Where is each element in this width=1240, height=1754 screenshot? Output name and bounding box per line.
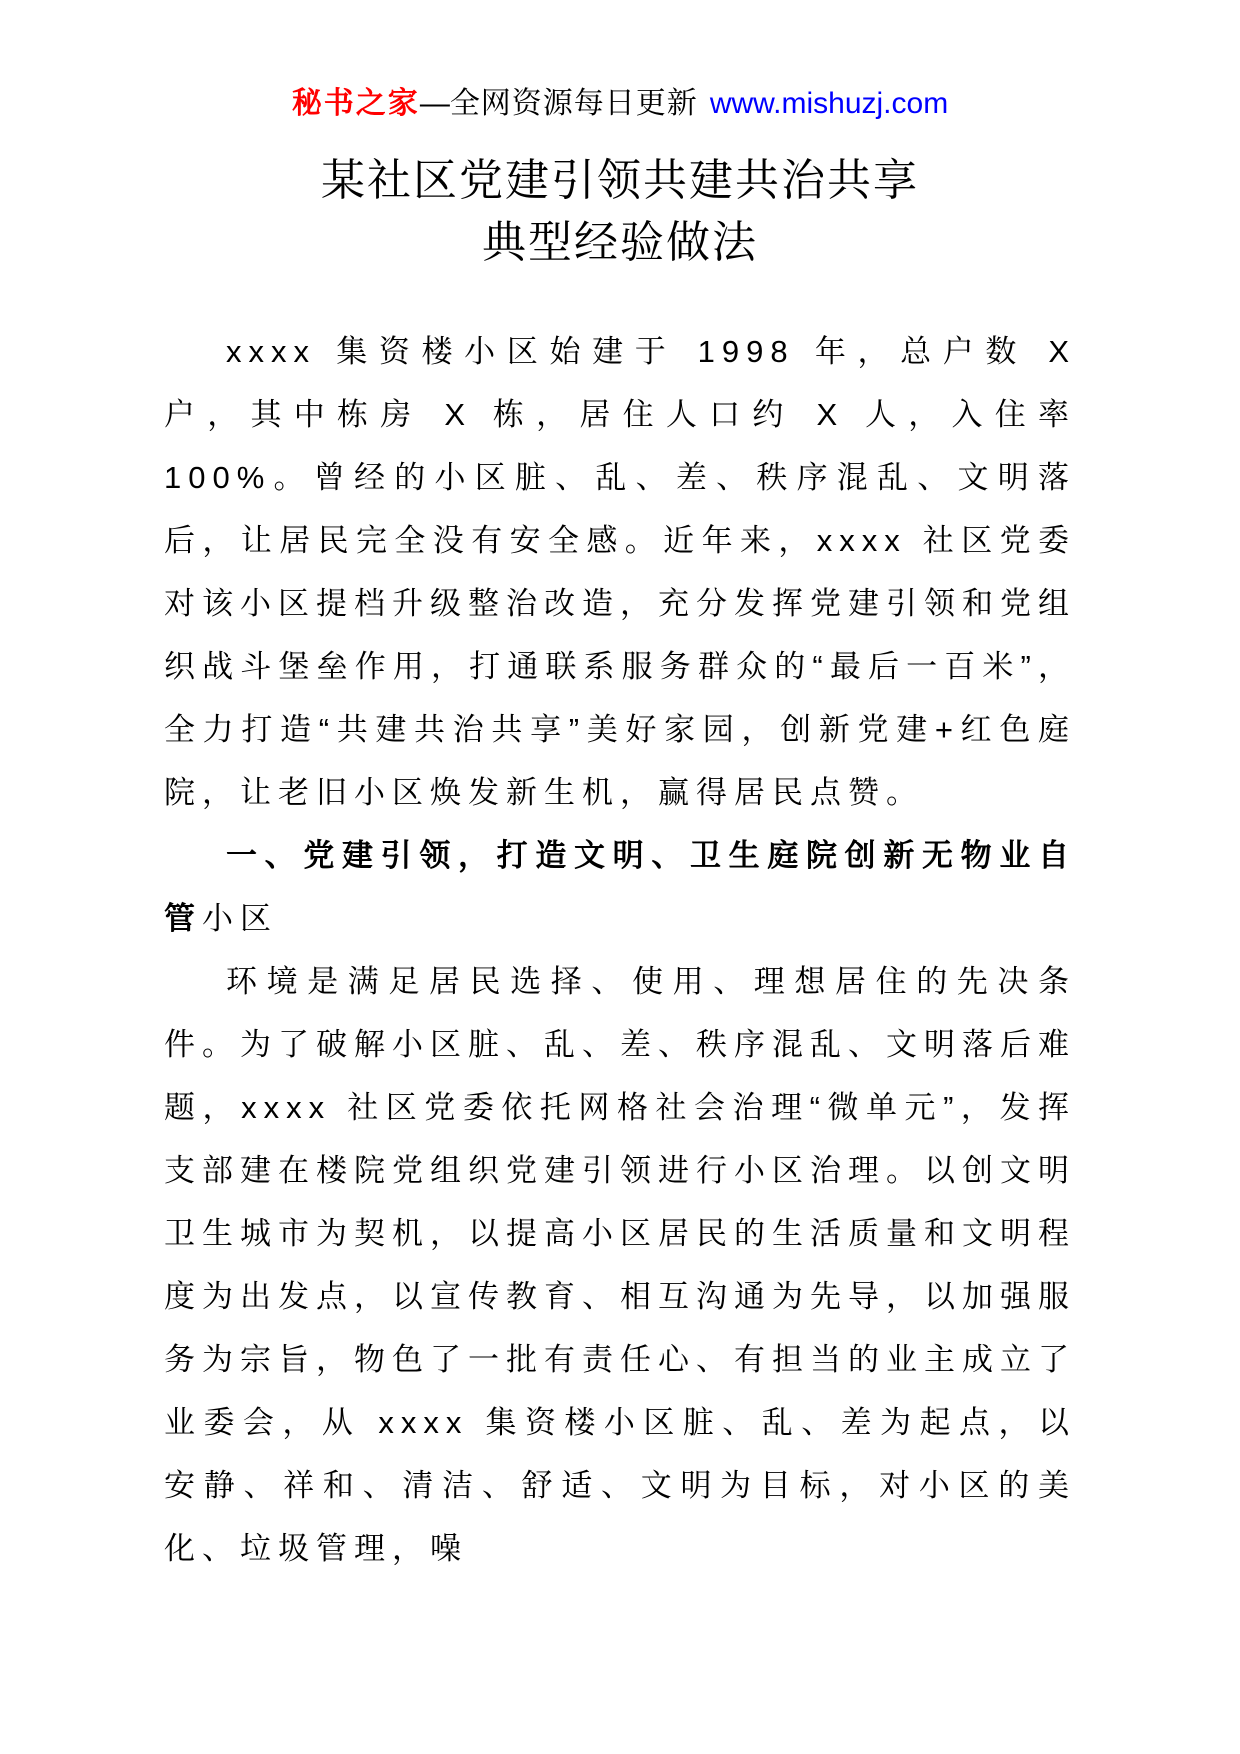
site-url: www.mishuzj.com	[709, 87, 949, 120]
site-tagline: 全网资源每日更新	[449, 87, 698, 120]
site-brand: 秘书之家	[291, 87, 420, 120]
paragraph-intro: xxxx 集资楼小区始建于 1998 年，总户数 X 户，其中栋房 X 栋，居住人口约 X 人，入住率 100%。曾经的小区脏、乱、差、秩序混乱、文明落后，让居民完全没有安全感。近年来，xxxx 社区党委对该小区提档升级整治改造，充分发挥党建引领和党组织战斗堡垒作用，打通联系服务群众的“最后一百米”，全力打造“共建共治共享”美好家园，创新党建+红色庭院，让老旧小区焕发新生机，赢得居民点赞。	[164, 334, 1076, 810]
document-title-line1: 某社区党建引领共建共治共享	[321, 156, 919, 205]
header-dash: —	[419, 87, 450, 120]
document-title	[0, 150, 1240, 274]
section-heading	[164, 824, 1076, 950]
section-heading-bold-text: 一、党建引领，打造文明、卫生庭院创新无物业自管	[164, 838, 1076, 936]
document-body	[164, 320, 1076, 1580]
document-title-line2: 典型经验做法	[482, 218, 758, 267]
site-header	[0, 0, 1240, 124]
section-heading-tail-text: 小区	[202, 901, 278, 936]
paragraph-section-one: 环境是满足居民选择、使用、理想居住的先决条件。为了破解小区脏、乱、差、秩序混乱、文明落后难题，xxxx 社区党委依托网格社会治理“微单元”，发挥支部建在楼院党组织党建引领进行小区治理。以创文明卫生城市为契机，以提高小区居民的生活质量和文明程度为出发点，以宣传教育、相互沟通为先导，以加强服务为宗旨，物色了一批有责任心、有担当的业主成立了业委会，从 xxxx 集资楼小区脏、乱、差为起点，以安静、祥和、清洁、舒适、文明为目标，对小区的美化、垃圾管理，噪	[164, 964, 1076, 1566]
